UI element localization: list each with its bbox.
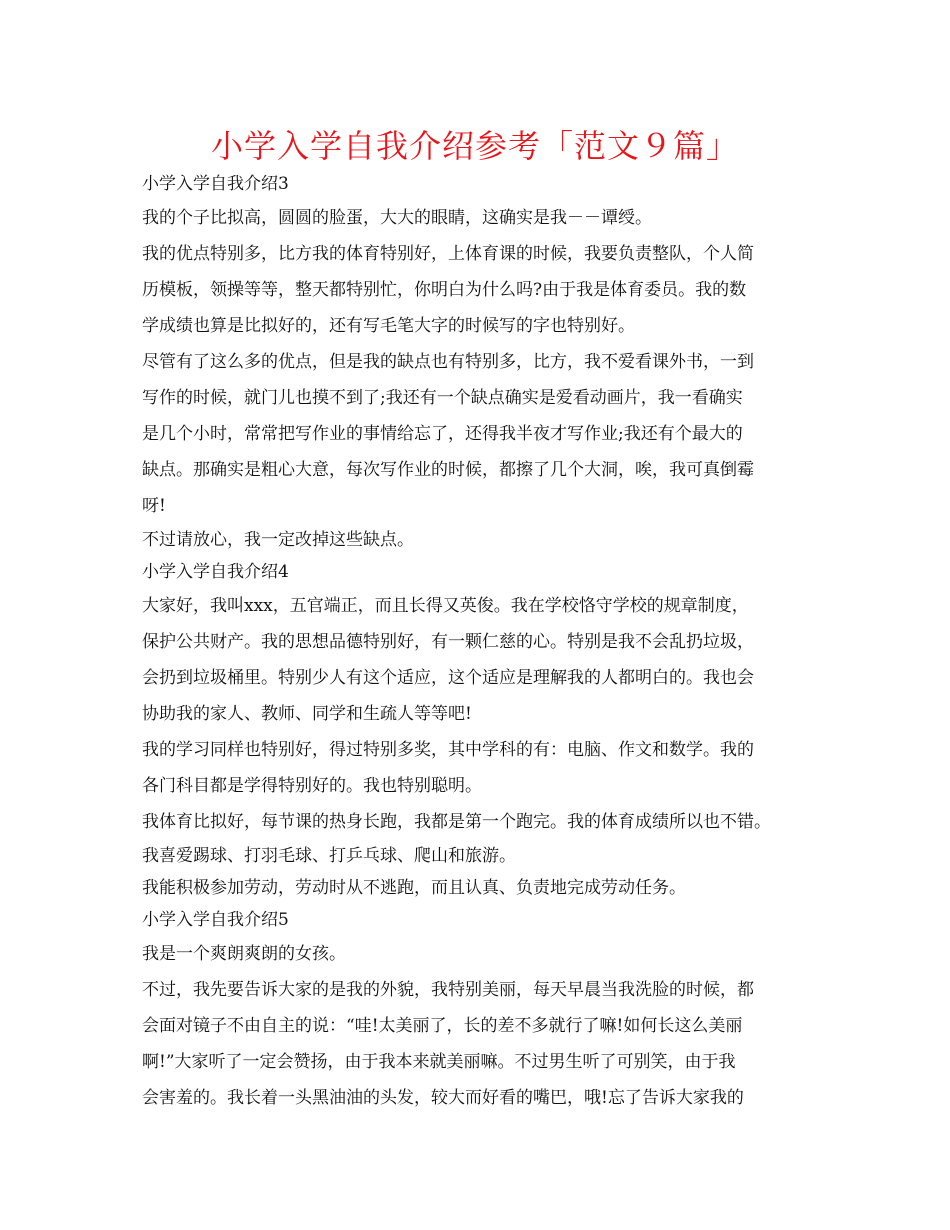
document-title: 小学入学自我介绍参考「范文９篇」 (210, 127, 739, 165)
paragraph-line: 我的个子比拟高，圆圆的脸蛋，大大的眼睛，这确实是我－－谭绶。 (142, 208, 652, 228)
paragraph-line: 我体育比拟好，每节课的热身长跑，我都是第一个跑完。我的体育成绩所以也不错。 (142, 812, 771, 832)
paragraph-line: 缺点。那确实是粗心大意，每次写作业的时候，都擦了几个大洞，唉，我可真倒霉 (142, 460, 754, 480)
paragraph-line: 我是一个爽朗爽朗的女孩。 (142, 944, 346, 964)
paragraph-line: 会害羞的。我长着一头黑油油的头发，较大而好看的嘴巴，哦!忘了告诉大家我的 (142, 1088, 744, 1108)
paragraph-line: 我的学习同样也特别好，得过特别多奖，其中学科的有：电脑、作文和数学。我的 (142, 740, 754, 760)
section-heading: 小学入学自我介绍3 (142, 174, 289, 194)
paragraph-line: 写作的时候，就门儿也摸不到了;我还有一个缺点确实是爱看动画片，我一看确实 (142, 388, 743, 408)
paragraph-line: 我喜爱踢球、打羽毛球、打乒乓球、爬山和旅游。 (142, 846, 516, 866)
paragraph-line: 尽管有了这么多的优点，但是我的缺点也有特别多，比方，我不爱看课外书，一到 (142, 352, 754, 372)
paragraph-line: 不过，我先要告诉大家的是我的外貌，我特别美丽，每天早晨当我洗脸的时候，都 (142, 980, 754, 1000)
paragraph-line: 我的优点特别多，比方我的体育特别好，上体育课的时候，我要负责整队，个人简 (142, 244, 754, 264)
document-body (142, 168, 832, 1116)
paragraph-line: 协助我的家人、教师、同学和生疏人等等吧! (142, 704, 472, 724)
section-heading: 小学入学自我介绍5 (142, 910, 289, 930)
section-heading: 小学入学自我介绍4 (142, 562, 289, 582)
paragraph-line: 呀! (142, 496, 166, 516)
paragraph-line: 保护公共财产。我的思想品德特别好，有一颗仁慈的心。特别是我不会乱扔垃圾， (142, 632, 754, 652)
paragraph-line: 会扔到垃圾桶里。特别少人有这个适应，这个适应是理解我的人都明白的。我也会 (142, 668, 754, 688)
paragraph-line: 不过请放心，我一定改掉这些缺点。 (142, 530, 414, 550)
paragraph-line: 啊!”大家听了一定会赞扬，由于我本来就美丽嘛。不过男生听了可别笑，由于我 (142, 1052, 736, 1072)
paragraph-line: 我能积极参加劳动，劳动时从不逃跑，而且认真、负责地完成劳动任务。 (142, 878, 686, 898)
paragraph-line: 历模板，领操等等，整天都特别忙，你明白为什么吗?由于我是体育委员。我的数 (142, 280, 747, 300)
paragraph-line: 大家好，我叫xxx，五官端正，而且长得又英俊。我在学校恪守学校的规章制度， (142, 596, 749, 616)
paragraph-line: 各门科目都是学得特别好的。我也特别聪明。 (142, 776, 482, 796)
paragraph-line: 是几个小时，常常把写作业的事情给忘了，还得我半夜才写作业;我还有个最大的 (142, 424, 743, 444)
paragraph-line: 学成绩也算是比拟好的，还有写毛笔大字的时候写的字也特别好。 (142, 316, 635, 336)
paragraph-line: 会面对镜子不由自主的说：“哇!太美丽了，长的差不多就行了嘛!如何长这么美丽 (142, 1016, 743, 1036)
